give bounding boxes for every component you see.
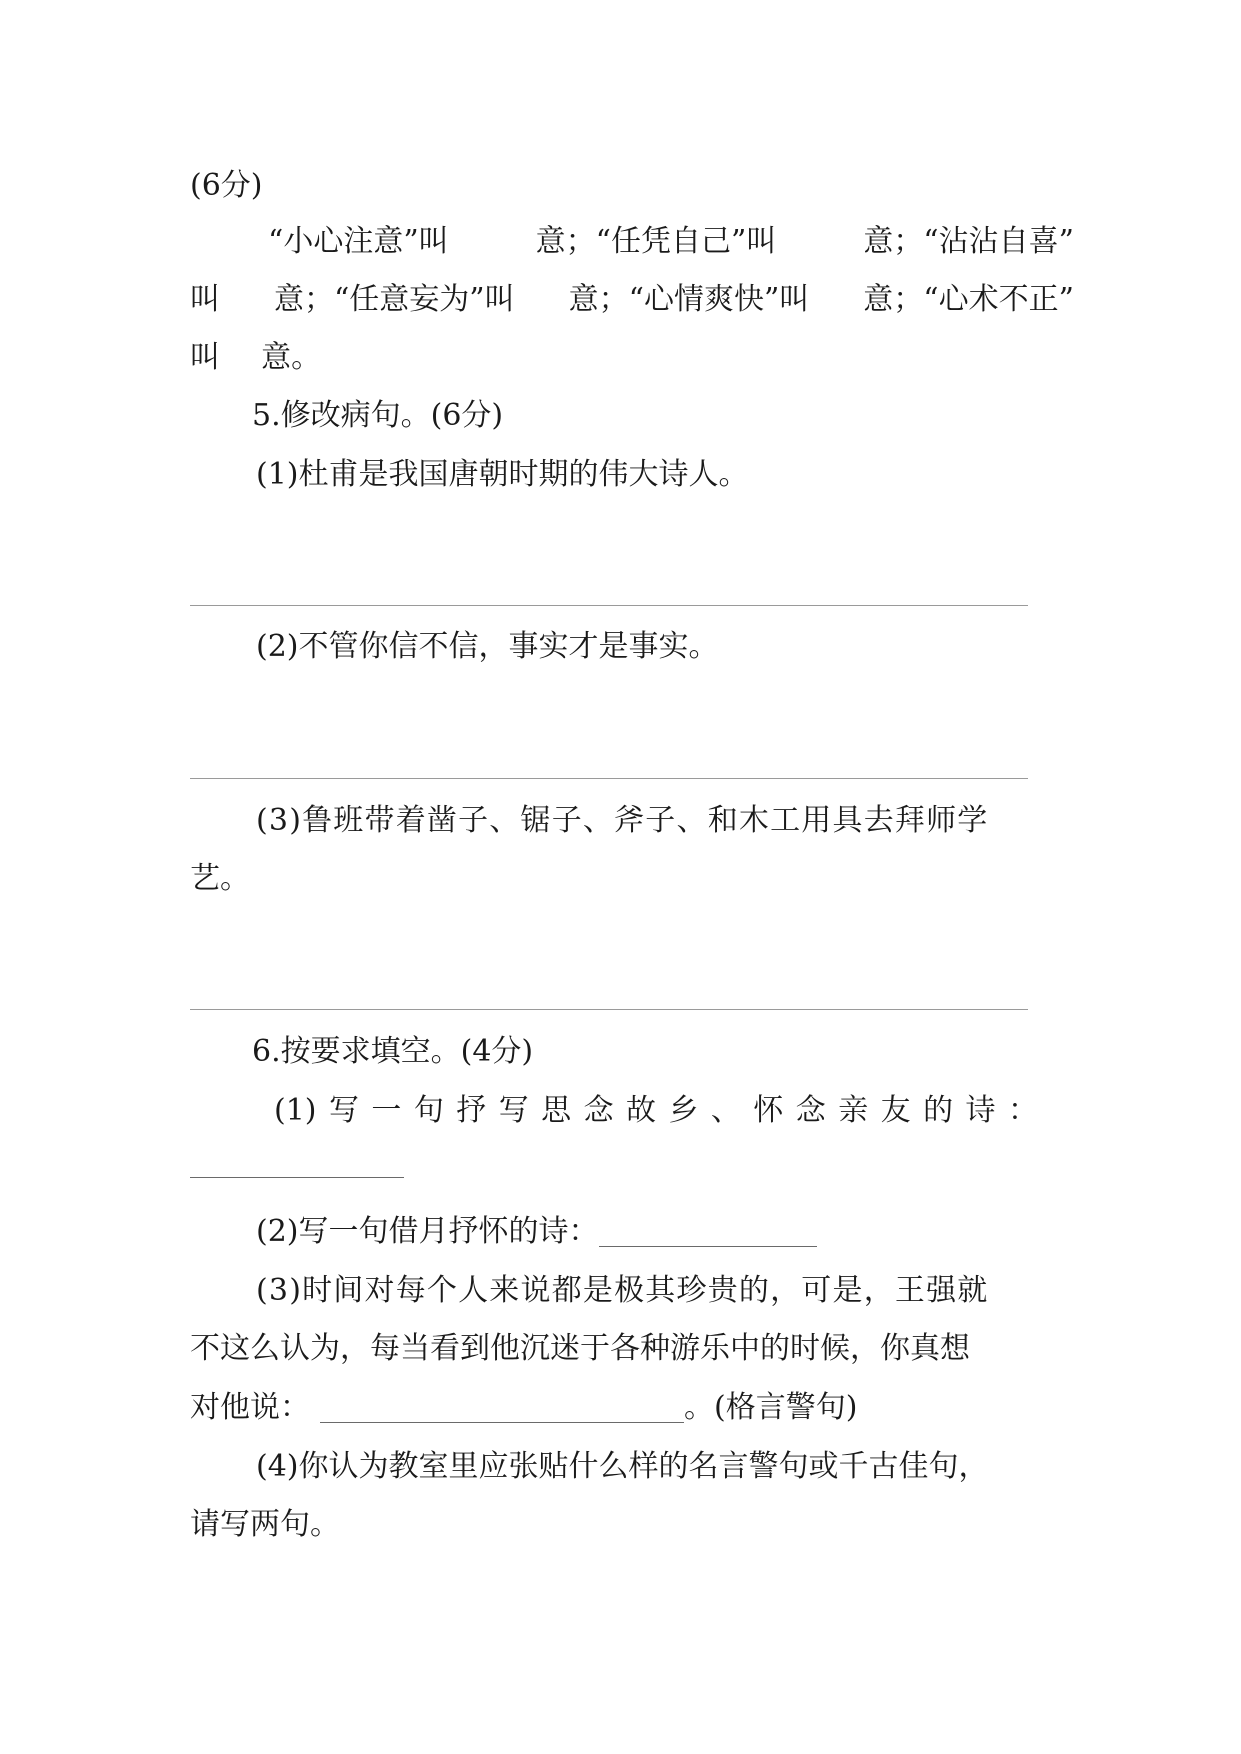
q4-line3-part-1: 叫 <box>190 340 220 375</box>
q6-item-3-line-3 <box>190 1388 857 1428</box>
q6-title: 6.按要求填空。(4分) <box>252 1034 534 1069</box>
q4-line-3 <box>190 338 321 378</box>
q6-item1-char: ： <box>1007 1093 1038 1128</box>
q6-item3-suffix: 。(格言警句) <box>684 1390 858 1425</box>
q5-item-3-line-1: (3)鲁班带着凿子、锯子、斧子、和木工用具去拜师学 <box>256 803 989 838</box>
q6-item1-char: 写 <box>498 1093 529 1128</box>
q4-line1-part-1: “小心注意”叫 <box>268 224 449 259</box>
q6-item-2-answer-line[interactable] <box>599 1216 817 1247</box>
q5-answer-line-3[interactable] <box>190 1009 1028 1010</box>
q4-line1-part-3: 意；“沾沾自喜” <box>863 224 1074 259</box>
q6-item1-char: 抒 <box>456 1093 487 1128</box>
q6-item-3-line-1: (3)时间对每个人来说都是极其珍贵的，可是，王强就 <box>256 1273 989 1308</box>
q4-line2-part-1: 叫 <box>190 282 220 317</box>
q6-item1-char: 诗 <box>965 1093 996 1128</box>
q6-item3-prefix: 对他说： <box>190 1390 310 1425</box>
q4-score: (6分) <box>190 168 263 203</box>
q6-item1-char: 亲 <box>838 1093 869 1128</box>
q6-item-1 <box>274 1091 1038 1131</box>
q6-item-3-line-2: 不这么认为，每当看到他沉迷于各种游乐中的时候，你真想 <box>190 1331 970 1366</box>
q6-item1-char: 念 <box>583 1093 614 1128</box>
q6-item1-char: 的 <box>923 1093 954 1128</box>
q6-item1-char: 念 <box>795 1093 826 1128</box>
q4-line1-part-2: 意；“任凭自己”叫 <box>535 224 777 259</box>
q5-title: 5.修改病句。(6分) <box>252 398 504 433</box>
q5-item-3-line-2: 艺。 <box>190 861 250 896</box>
q6-item-3-answer-line[interactable] <box>320 1392 684 1423</box>
q4-line2-part-2: 意；“任意妄为”叫 <box>273 282 515 317</box>
q6-item-4-line-1: (4)你认为教室里应张贴什么样的名言警句或千古佳句， <box>256 1449 989 1484</box>
q6-item1-char: 一 <box>371 1093 402 1128</box>
q6-item1-char: 思 <box>541 1093 572 1128</box>
q6-item-2 <box>256 1212 817 1252</box>
q5-item-1: (1)杜甫是我国唐朝时期的伟大诗人。 <box>256 457 749 492</box>
q4-line3-part-2: 意。 <box>261 340 322 375</box>
q4-line2-part-4: 意；“心术不正” <box>863 282 1074 317</box>
q6-item1-char: 怀 <box>753 1093 784 1128</box>
q6-item-4-line-2: 请写两句。 <box>190 1507 340 1542</box>
q4-line2-part-3: 意；“心情爽快”叫 <box>568 282 810 317</box>
q6-item1-char: 写 <box>328 1093 359 1128</box>
q6-item1-char: 乡 <box>668 1093 699 1128</box>
q5-answer-line-1[interactable] <box>190 605 1028 606</box>
q4-line-1 <box>268 222 1074 262</box>
q6-item1-char: 句 <box>413 1093 444 1128</box>
q6-item1-char: 友 <box>880 1093 911 1128</box>
q6-item1-char: 、 <box>710 1093 741 1128</box>
q6-item2-label: (2)写一句借月抒怀的诗： <box>256 1214 599 1249</box>
q6-item-1-answer-line[interactable] <box>190 1177 404 1178</box>
q6-item1-char: 故 <box>626 1093 656 1128</box>
q4-line-2 <box>190 280 1074 320</box>
q6-item1-char: (1) <box>274 1093 317 1128</box>
q5-item-2: (2)不管你信不信，事实才是事实。 <box>256 629 719 664</box>
q5-answer-line-2[interactable] <box>190 778 1028 779</box>
